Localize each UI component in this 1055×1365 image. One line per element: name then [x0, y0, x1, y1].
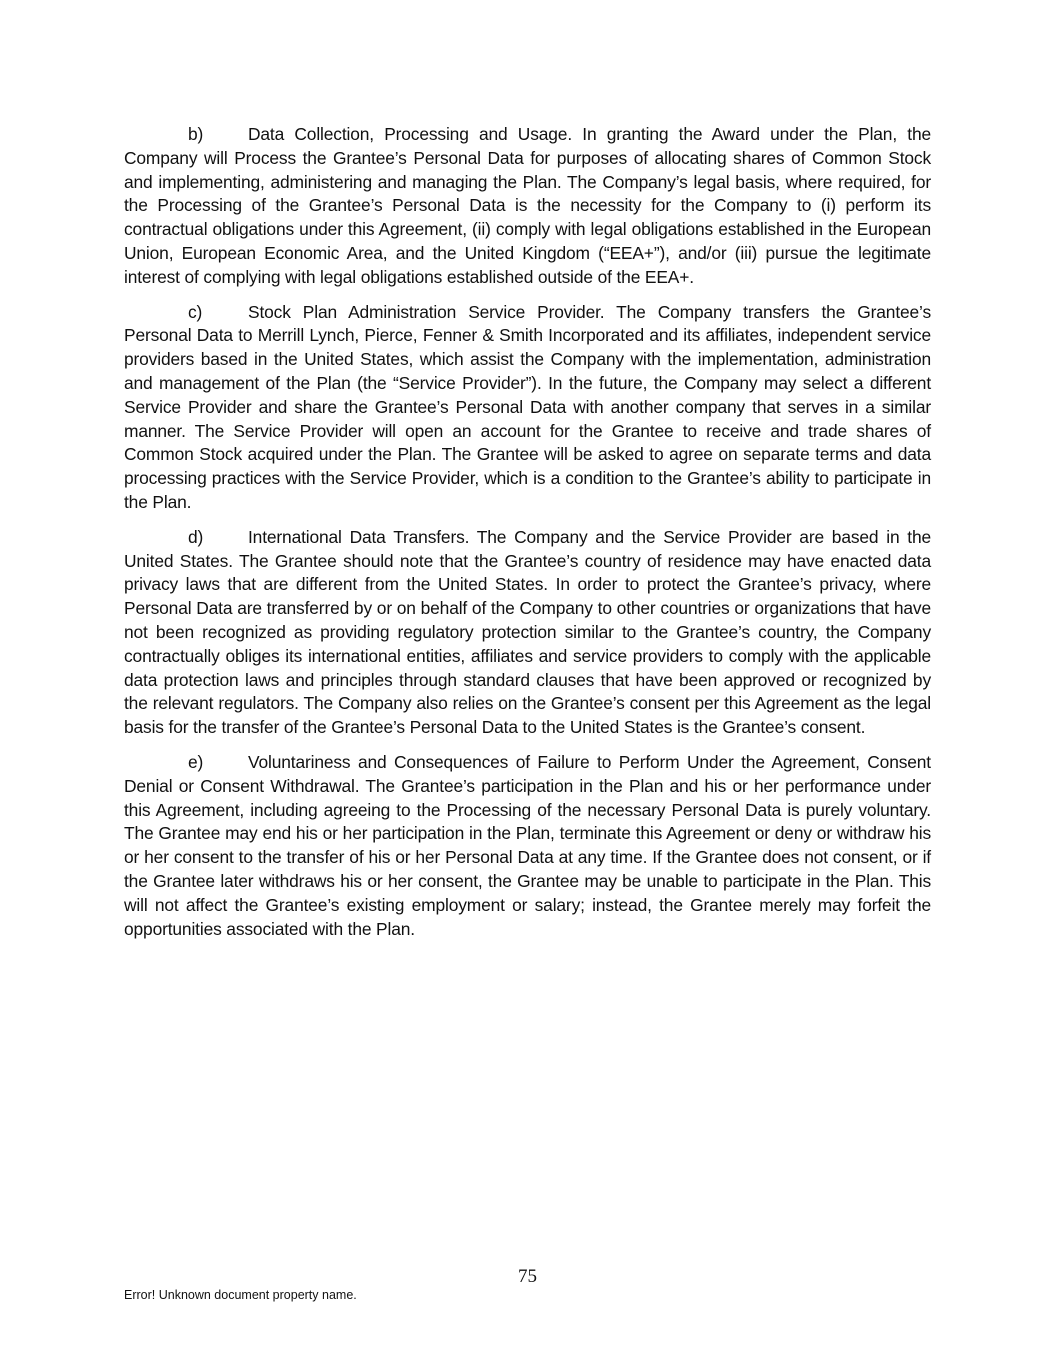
paragraph-text: International Data Transfers. The Company and the Service Provider are based in the United States. The Grantee should note that the Grantee’s country of residence may have enacted data privacy laws that are different from the United States. In order to protect the Grantee’s privacy, where Personal Data are transferred by or on behalf of the Company to other countries or organizations that have not been recognized as providing regulatory protection similar to the Grantee’s country, the Company contractually obliges its international entities, affiliates and service providers to comply with the applicable data protection laws and principles through standard clauses that have been approved or recognized by the relevant regulators. The Company also relies on the Grantee’s consent per this Agreement as the legal basis for the transfer of the Grantee’s Personal Data to the United States is the Grantee’s consent. [124, 526, 931, 738]
paragraph-label: c) [188, 301, 203, 322]
paragraph-label: e) [188, 751, 204, 772]
document-body [124, 123, 931, 952]
footer-error-note: Error! Unknown document property name. [124, 1288, 357, 1302]
paragraph-label: d) [188, 526, 204, 547]
paragraph-d [124, 526, 931, 740]
paragraph-text: Data Collection, Processing and Usage. In granting the Award under the Plan, the Company will Process the Grantee’s Personal Data for purposes of allocating shares of Common Stock and implementing, administering and managing the Plan. The Company’s legal basis, where required, for the Processing of the Grantee’s Personal Data is the necessity for the Company to (i) perform its contractual obligations under this Agreement, (ii) comply with legal obligations established in the European Union, European Economic Area, and the United Kingdom (“EEA+”), and/or (iii) pursue the legitimate interest of complying with legal obligations established outside of the EEA+. [124, 124, 931, 287]
paragraph-e [124, 751, 931, 941]
paragraph-text: Stock Plan Administration Service Provider. The Company transfers the Grantee’s Personal Data to Merrill Lynch, Pierce, Fenner & Smith Incorporated and its affiliates, independent service providers based in the United States, which assist the Company with the implementation, administration and management of the Plan (the “Service Provider”). In the future, the Company may select a different Service Provider and share the Grantee’s Personal Data with another company that serves in a similar manner. The Service Provider will open an account for the Grantee to receive and trade shares of Common Stock acquired under the Plan. The Grantee will be asked to agree on separate terms and data processing practices with the Service Provider, which is a condition to the Grantee’s ability to participate in the Plan. [124, 301, 931, 512]
paragraph-c [124, 301, 931, 515]
paragraph-b [124, 123, 931, 290]
paragraph-text: Voluntariness and Consequences of Failure to Perform Under the Agreement, Consent Denial or Consent Withdrawal. The Grantee’s participation in the Plan and his or her performance under this Agreement, including agreeing to the Processing of the necessary Personal Data is purely voluntary. The Grantee may end his or her participation in the Plan, terminate this Agreement or deny or withdraw his or her consent to the transfer of his or her Personal Data at any time. If the Grantee does not consent, or if the Grantee later withdraws his or her consent, the Grantee may be unable to participate in the Plan. This will not affect the Grantee’s existing employment or salary; instead, the Grantee merely may forfeit the opportunities associated with the Plan. [124, 751, 931, 939]
paragraph-label: b) [188, 124, 204, 144]
page-number: 75 [518, 1266, 537, 1287]
